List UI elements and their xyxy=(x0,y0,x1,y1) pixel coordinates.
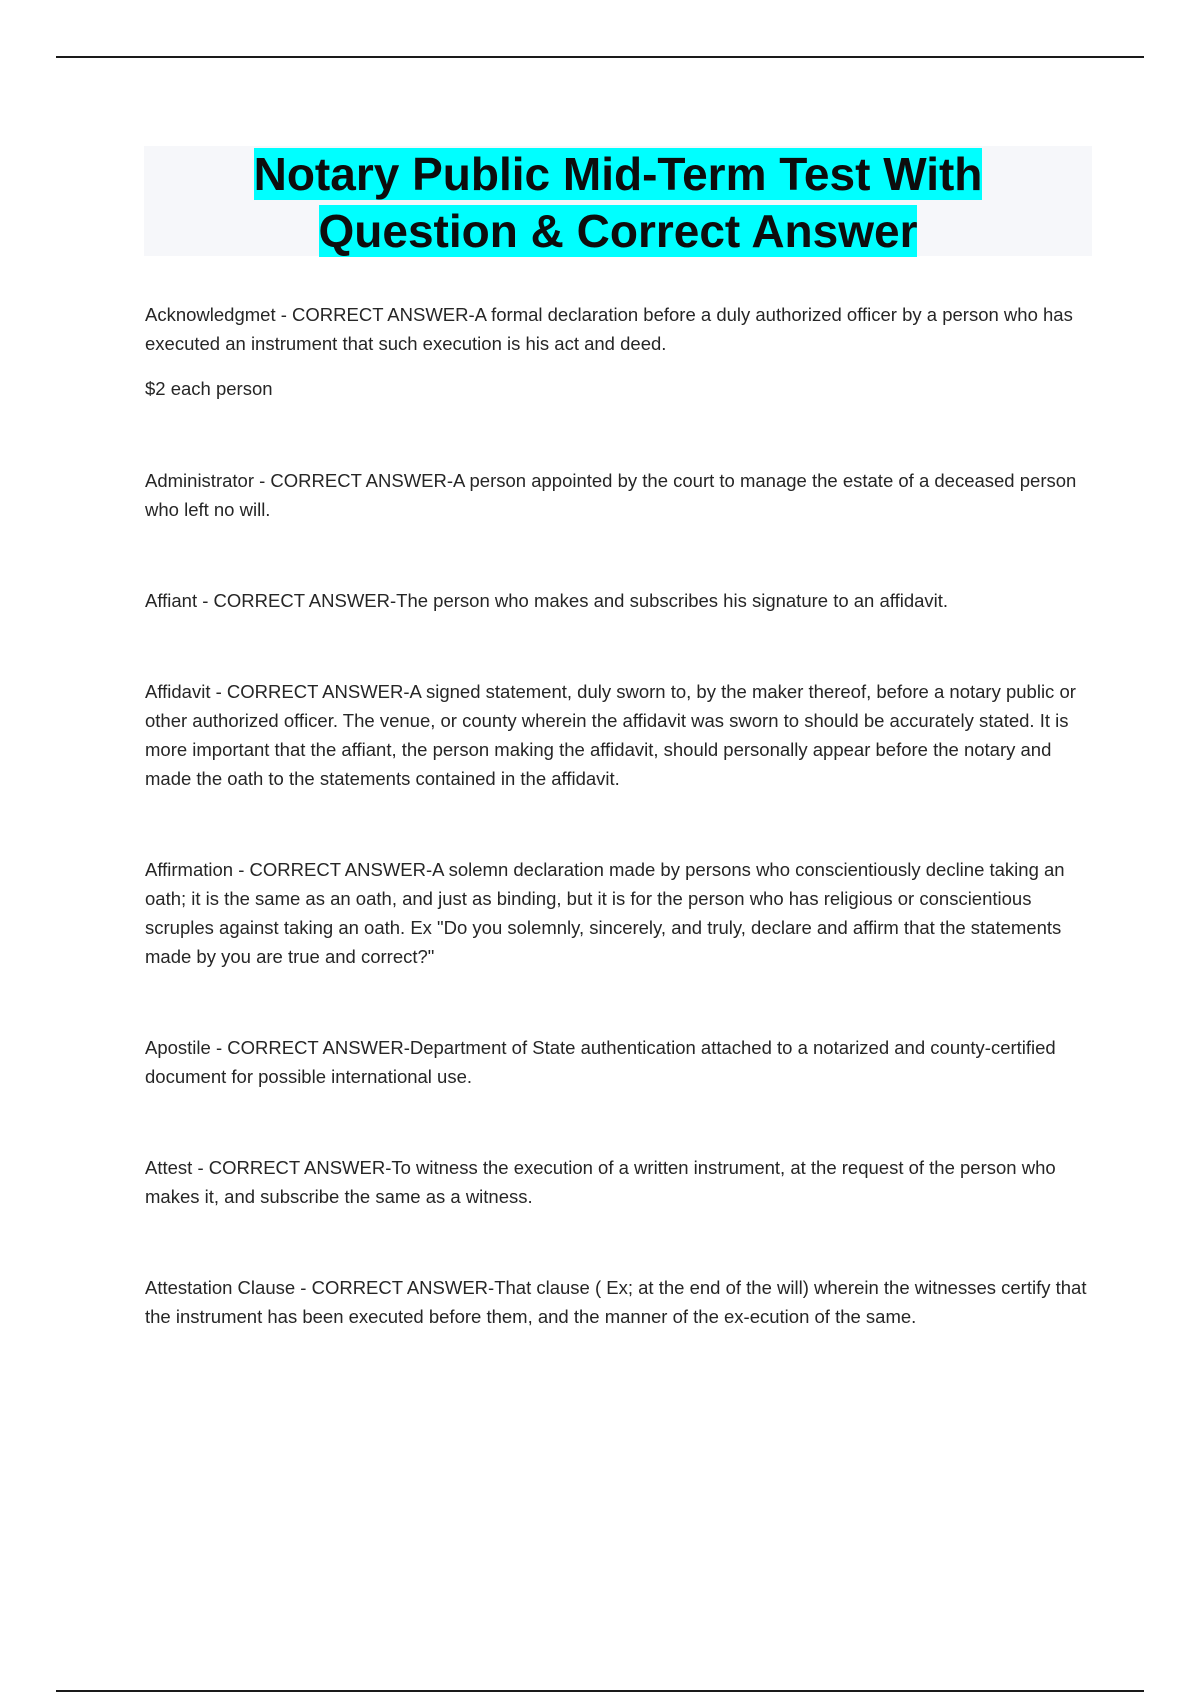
page-title: Notary Public Mid-Term Test With Question & Correct Answer xyxy=(253,148,983,257)
entry-attestation-clause: Attestation Clause - CORRECT ANSWER-That clause ( Ex; at the end of the will) wherein the witnesses certify that the instrument has been executed before them, and the manner of the ex-ecution of the same. xyxy=(145,1277,1087,1327)
entry-affiant: Affiant - CORRECT ANSWER-The person who makes and subscribes his signature to an affidavit. xyxy=(145,590,949,611)
entries-list xyxy=(145,300,1100,1331)
entry-attest: Attest - CORRECT ANSWER-To witness the execution of a written instrument, at the request of the person who makes it, and subscribe the same as a witness. xyxy=(145,1157,1056,1207)
bottom-rule xyxy=(56,1690,1144,1692)
entry-affirmation: Affirmation - CORRECT ANSWER-A solemn declaration made by persons who conscientiously decline taking an oath; it is the same as an oath, and just as binding, but it is for the person who has religious or conscientious scruples against taking an oath. Ex "Do you solemnly, sincerely, and truly, declare and affirm that the statements made by you are true and correct?" xyxy=(145,859,1065,967)
entry-administrator: Administrator - CORRECT ANSWER-A person appointed by the court to manage the estate of a deceased person who left no will. xyxy=(145,470,1077,520)
entry-acknowledgment-note: $2 each person xyxy=(145,378,273,399)
entry-affidavit: Affidavit - CORRECT ANSWER-A signed statement, duly sworn to, by the maker thereof, before a notary public or other authorized officer. The venue, or county wherein the affidavit was sworn to should be accurately stated. It is more important that the affiant, the person making the affidavit, should personally appear before the notary and made the oath to the statements contained in the affidavit. xyxy=(145,681,1076,789)
top-rule xyxy=(56,56,1144,58)
entry-acknowledgment: Acknowledgmet - CORRECT ANSWER-A formal declaration before a duly authorized officer by a person who has executed an instrument that such execution is his act and deed. xyxy=(145,304,1073,354)
title-band xyxy=(144,146,1092,256)
entry-apostile: Apostile - CORRECT ANSWER-Department of State authentication attached to a notarized and county-certified document for possible international use. xyxy=(145,1037,1056,1087)
